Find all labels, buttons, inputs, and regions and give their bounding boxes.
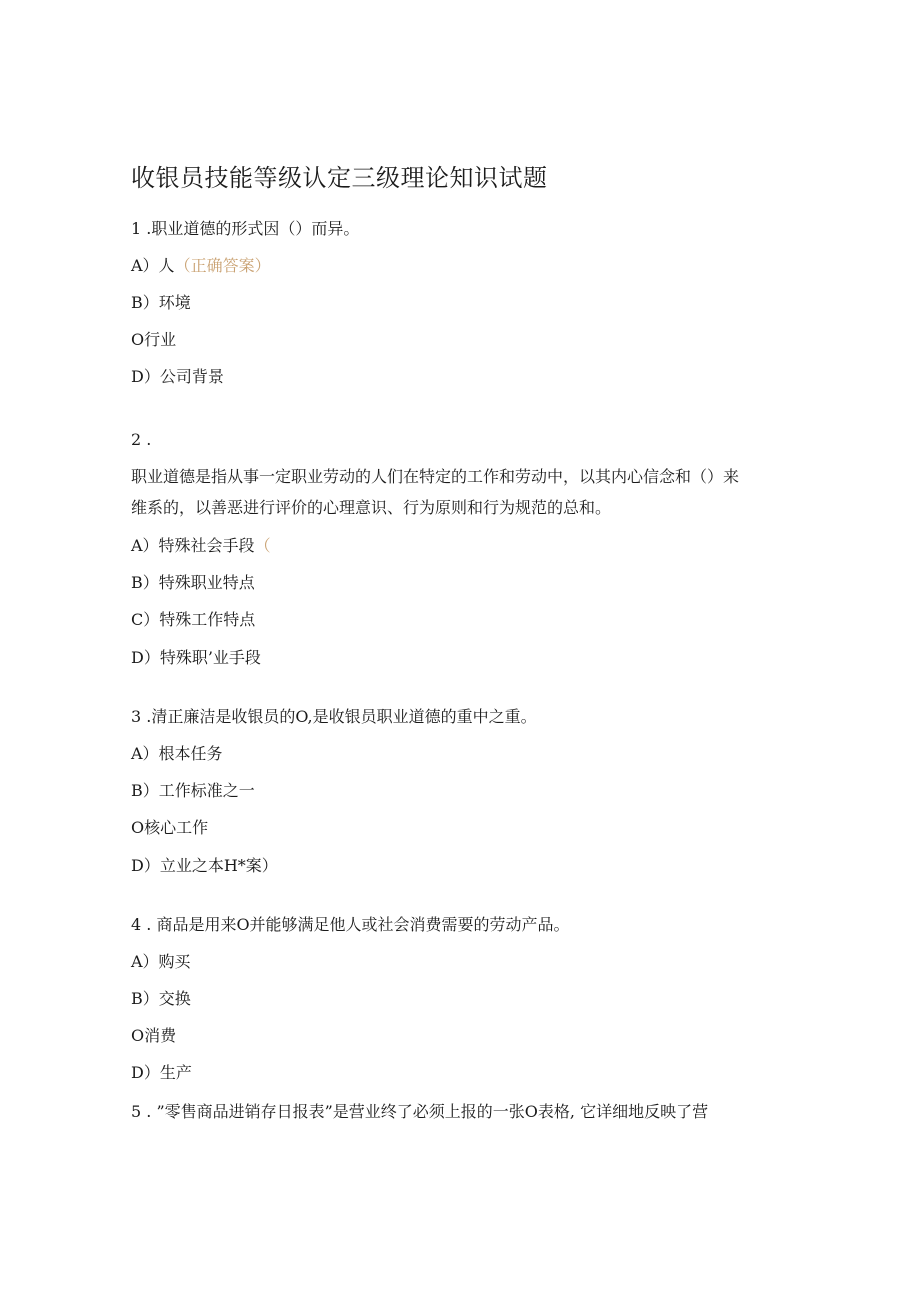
question-4-option-a: A）购买 [131, 952, 191, 971]
question-4-option-c: O消费 [131, 1026, 177, 1045]
question-4-stem: 4 . 商品是用来O并能够满足他人或社会消费需要的劳动产品。 [131, 915, 570, 934]
question-2-option-a [131, 535, 271, 557]
question-1-option-d: D）公司背景 [131, 367, 224, 386]
question-5-stem: 5 . ”零售商品进销存日报表”是营业终了必须上报的一张O表格, 它详细地反映了营 [131, 1102, 709, 1121]
question-2-stem-line-1: 职业道德是指从事一定职业劳动的人们在特定的工作和劳动中，以其内心信念和（）来 [131, 467, 740, 486]
correct-answer-hint: （正确答案） [174, 256, 271, 275]
question-3-option-d: D）立业之本H*案） [131, 856, 278, 875]
question-2-option-c: C）特殊工作特点 [131, 610, 256, 629]
question-4-option-b: B）交换 [131, 989, 191, 1008]
question-3-option-b: B）工作标准之一 [131, 781, 255, 800]
document-title: 收银员技能等级认定三级理论知识试题 [131, 164, 548, 192]
question-1-option-c: O行业 [131, 330, 177, 349]
question-4-option-d: D）生产 [131, 1063, 192, 1082]
option-a-text: A）特殊社会手段 [131, 536, 255, 555]
question-2-option-b: B）特殊职业特点 [131, 573, 255, 592]
question-1-stem: 1 .职业道德的形式因（）而异。 [131, 219, 360, 238]
question-2-stem-line-2: 维系的，以善恶进行评价的心理意识、行为原则和行为规范的总和。 [131, 498, 612, 517]
option-a-text: A）人 [131, 256, 175, 275]
question-1-option-a [131, 255, 271, 277]
correct-answer-hint: （ [254, 536, 271, 555]
question-2-option-d: D）特殊职’业手段 [131, 648, 261, 667]
question-3-option-a: A）根本任务 [131, 744, 223, 763]
question-2-number: 2 . [131, 430, 152, 449]
question-1-option-b: B）环境 [131, 293, 191, 312]
question-3-option-c: O核心工作 [131, 818, 209, 837]
question-3-stem: 3 .清正廉洁是收银员的O,是收银员职业道德的重中之重。 [131, 707, 537, 726]
